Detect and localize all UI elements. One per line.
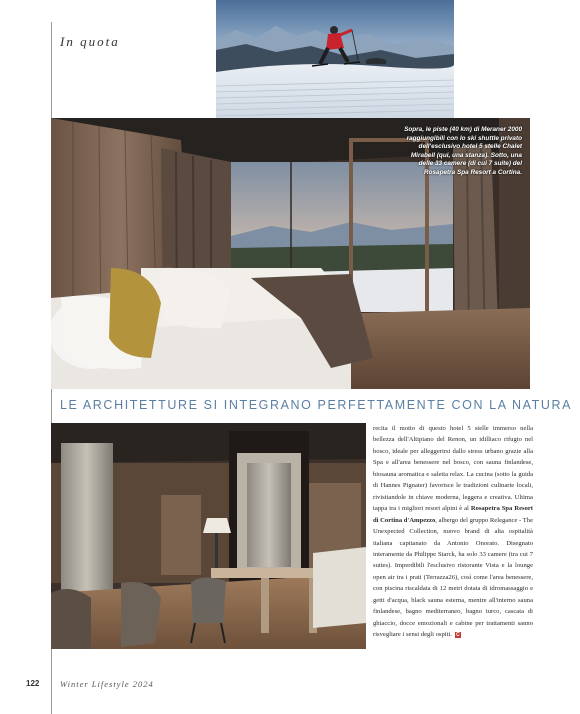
bedroom-photo: [51, 118, 530, 389]
article-body-part1: recita il motto di questo hotel 5 stelle immerso nella bellezza dell'Altipiano del Renon, un idilliaco rifugio nel bosco, ideale per alleggerirsi dallo stress urbano grazie alla Spa e all'area benessere nel bosco, con sauna finlandese, biosauna aromatica e saletta relax. La cucina (sotto la guida di Hannes Pignater) favorisce le tradizioni culinarie locali, rivisitandole in chiave moderna, leggera e creativa. Ultima tappa tra i migliori resort alpini è al: [373, 425, 533, 513]
section-label: In quota: [60, 34, 120, 49]
photo-caption: Sopra, le piste (40 km) di Meraner 2000 raggiungibili con lo ski shuttle privato dell'esclusivo hotel 5 stelle Chalet Mirabell (qui, una stanza). Sotto, una delle 33 camere (di cui 7 suite) del Rosapetra Spa Resort a Cortina.: [404, 126, 522, 176]
section-headline: LE ARCHITETTURE SI INTEGRANO PERFETTAMENTE CON LA NATURA: [60, 398, 573, 412]
ski-scene-illustration: [216, 0, 454, 118]
article-body: [373, 423, 533, 641]
article-body-part2: , albergo del gruppo Relegance - The Unexpected Collection, nuovo brand di alta ospitalità italiana capitanato da Antonio Onorato. Disegnato interamente da Philippe Starck, ha solo 33 camere (tra cui 7 suites). Imperdibili l'esclusivo ristorante Vista e la lounge open air tra i prati (Terrazza26), così come l'area benessere, con piscina riscaldata di 12 metri dotata di idromassaggio e getti d'acqua, black sauna esterna, mentre all'interno sauna finlandese, bagno mediterraneo, bagno turco, cascata di ghiaccio, docce emozionali e cabine per trattamenti sanno risvegliare i sensi degli ospiti.: [373, 516, 533, 639]
spa-room-photo: [51, 423, 366, 649]
end-of-article-mark: C: [456, 631, 460, 638]
resort-name: Rosapetra Spa Resort di Cortina d'Ampezzo: [373, 505, 533, 524]
publication-name: Winter Lifestyle 2024: [60, 679, 154, 689]
spa-room-illustration: [51, 423, 366, 649]
page-number: 122: [26, 679, 40, 688]
ski-photo: [216, 0, 454, 118]
